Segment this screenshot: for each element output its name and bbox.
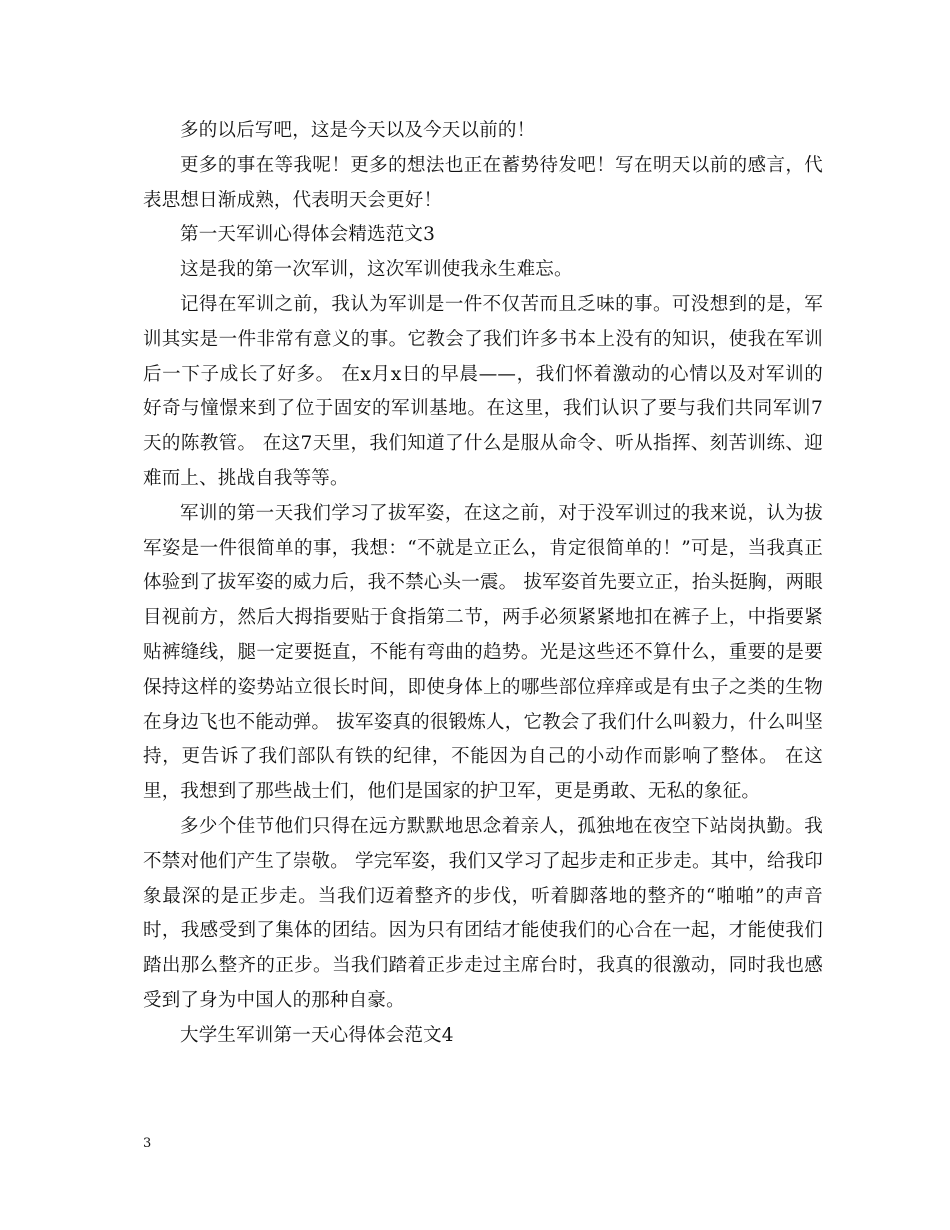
- paragraph-intro: 这是我的第一次军训，这次军训使我永生难忘。: [180, 259, 573, 281]
- section-heading-4: 大学生军训第一天心得体会范文4: [180, 1024, 454, 1046]
- paragraph-military-posture: 军训的第一天我们学习了拔军姿，在这之前，对于没军训过的我来说，认为拔军姿是一件很简单的事，我想：“不就是立正么，肯定很简单的！”可是，当我真正体验到了拔军姿的威力后，我不禁心头一震。 拔军姿首先要立正，抬头挺胸，两眼目视前方，然后大拇指要贴于食指第二节，两手必须紧紧地扣在裤子上，中指要紧贴裤缝线，腿一定要挺直，不能有弯曲的趋势。光是这些还不算什么，重要的是要保持这样的姿势站立很长时间，即使身体上的哪些部位痒痒或是有虫子之类的生物在身边飞也不能动弹。 拔军姿真的很锻炼人，它教会了我们什么叫毅力，什么叫坚持，更告诉了我们部队有铁的纪律，不能因为自己的小动作而影响了整体。 在这里，我想到了那些战士们，他们是国家的护卫军，更是勇敢、无私的象征。: [143, 502, 823, 803]
- paragraph-before-training: 记得在军训之前，我认为军训是一件不仅苦而且乏味的事。可没想到的是，军训其实是一件非常有意义的事。它教会了我们许多书本上没有的知识，使我在军训后一下子成长了好多。 在x月x日的早晨——，我们怀着激动的心情以及对军训的好奇与憧憬来到了位于固安的军训基地。在这里，我们认识了要与我们共同军训7天的陈教管。 在这7天里，我们知道了什么是服从命令、听从指挥、刻苦训练、迎难而上、挑战自我等等。: [143, 293, 823, 489]
- paragraph-closing-remarks: 更多的事在等我呢！更多的想法也正在蓄势待发吧！写在明天以前的感言，代表思想日渐成熟，代表明天会更好！: [143, 154, 823, 211]
- paragraph-marching: 多少个佳节他们只得在远方默默地思念着亲人，孤独地在夜空下站岗执勤。我不禁对他们产生了崇敬。 学完军姿，我们又学习了起步走和正步走。其中，给我印象最深的是正步走。当我们迈着整齐的步伐，听着脚落地的整齐的“啪啪”的声音时，我感受到了集体的团结。因为只有团结才能使我们的心合在一起，才能使我们踏出那么整齐的正步。当我们踏着正步走过主席台时，我真的很激动，同时我也感受到了身为中国人的那种自豪。: [143, 815, 823, 1011]
- paragraph-continuation: 多的以后写吧，这是今天以及今天以前的！: [180, 120, 536, 141]
- document-body: [143, 114, 823, 1054]
- page-number: 3: [143, 1136, 152, 1151]
- section-heading-3: 第一天军训心得体会精选范文3: [180, 224, 436, 246]
